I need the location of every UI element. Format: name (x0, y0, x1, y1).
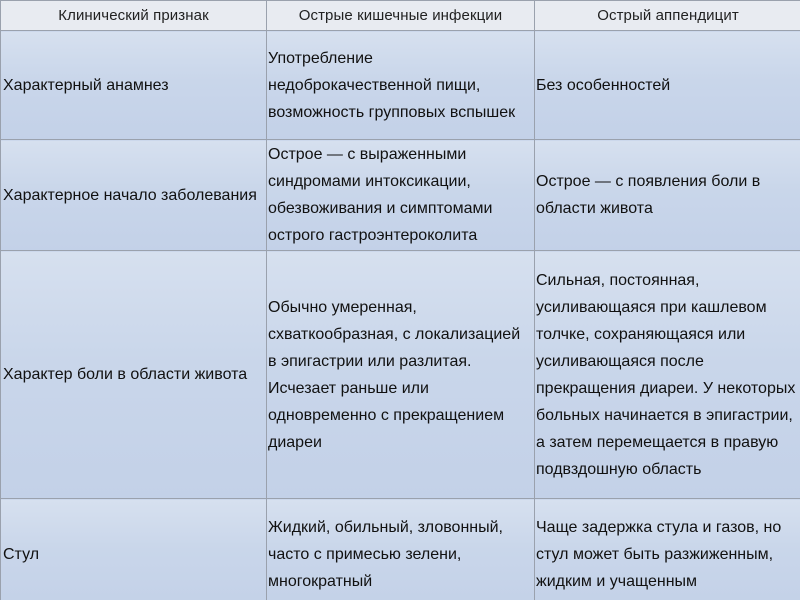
cell-sign (1, 140, 267, 251)
cell-text: Употребление недоброкачественной пищи, возможность групповых вспышек (268, 49, 516, 121)
cell-text: Характер боли в области живота (3, 366, 248, 383)
cell-intestinal (267, 251, 535, 499)
cell-intestinal (267, 140, 535, 251)
cell-appendicitis (535, 251, 800, 499)
table-row (1, 251, 800, 499)
cell-text: Характерный анамнез (3, 76, 169, 94)
cell-text: Чаще задержка стула и газов, но стул может быть разжиженным, жидким и учащенным (536, 518, 782, 590)
cell-text: Острое — с выраженными синдромами интоксикации, обезвоживания и симптомами острого гастроэнтероколита (268, 146, 493, 244)
table-header (1, 1, 800, 31)
cell-sign (1, 31, 267, 140)
header-row (1, 1, 800, 31)
cell-intestinal (267, 499, 535, 600)
cell-appendicitis (535, 31, 800, 140)
cell-text: Без особенностей (536, 76, 671, 94)
header-clinical-sign: Клинический признак (1, 1, 267, 31)
cell-text: Сильная, постоянная, усиливающаяся при кашлевом толчке, сохраняющаяся или усиливающаяся после прекращения диареи. У некоторых больных начинается в эпигастрии, а затем перемещается в правую подвздошную область (536, 271, 796, 478)
header-appendicitis: Острый аппендицит (535, 1, 800, 31)
header-intestinal-infections: Острые кишечные инфекции (267, 1, 535, 31)
table-row (1, 499, 800, 600)
table-body (1, 31, 800, 600)
cell-text: Жидкий, обильный, зловонный, часто с примесью зелени, многократный (268, 518, 503, 590)
cell-appendicitis (535, 499, 800, 600)
cell-appendicitis (535, 140, 800, 251)
cell-text: Острое — с появления боли в области живота (536, 173, 761, 217)
cell-text: Обычно умеренная, схваткообразная, с локализацией в эпигастрии или разлитая. Исчезает раньше или одновременно с прекращением диареи (268, 298, 521, 451)
cell-intestinal (267, 31, 535, 140)
cell-sign (1, 251, 267, 499)
cell-sign (1, 499, 267, 600)
cell-text: Характерное начало заболевания (3, 186, 257, 204)
table-row (1, 140, 800, 251)
cell-text: Стул (3, 545, 40, 563)
table-row (1, 31, 800, 140)
